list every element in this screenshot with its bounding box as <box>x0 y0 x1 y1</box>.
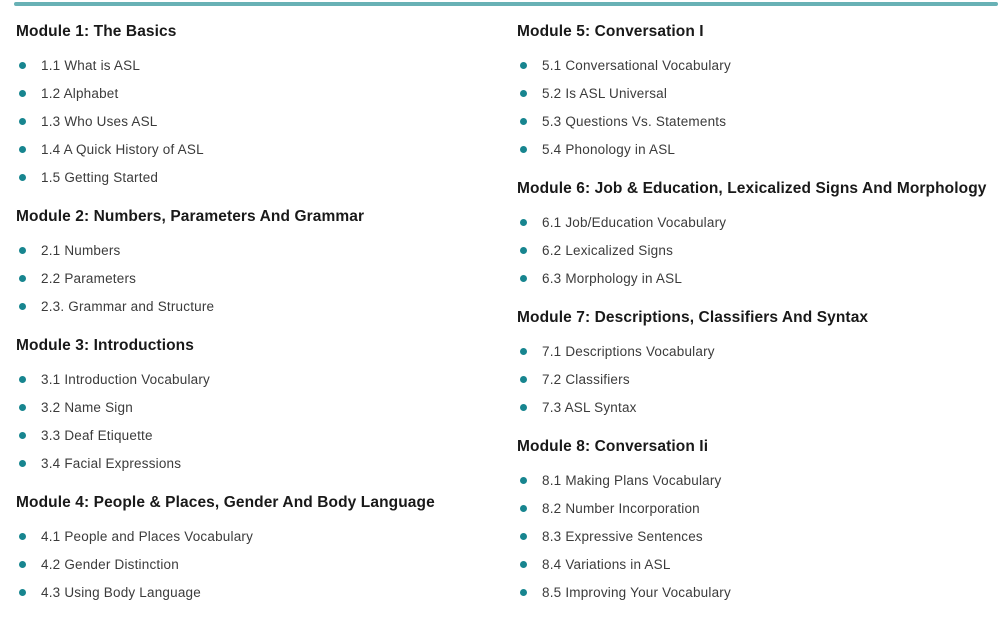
curriculum-column-left <box>16 6 487 606</box>
lesson-label: 1.2 Alphabet <box>41 85 119 101</box>
module-7 <box>517 308 988 421</box>
bullet-icon <box>520 376 527 383</box>
lesson-item <box>517 466 988 494</box>
lesson-label: 4.2 Gender Distinction <box>41 556 179 572</box>
lesson-item <box>16 264 487 292</box>
bullet-icon <box>19 146 26 153</box>
lesson-label: 5.3 Questions Vs. Statements <box>542 113 727 129</box>
lesson-label: 4.1 People and Places Vocabulary <box>41 528 254 544</box>
bullet-icon <box>520 219 527 226</box>
lesson-label: 1.5 Getting Started <box>41 169 159 185</box>
bullet-icon <box>19 90 26 97</box>
lesson-label: 2.3. Grammar and Structure <box>41 298 215 314</box>
lesson-item <box>16 51 487 79</box>
lesson-label: 7.3 ASL Syntax <box>542 399 637 415</box>
lesson-item <box>16 393 487 421</box>
module-title: Module 6: Job & Education, Lexicalized Signs And Morphology <box>517 180 987 197</box>
bullet-icon <box>520 62 527 69</box>
bullet-icon <box>19 460 26 467</box>
lesson-list <box>16 51 487 191</box>
lesson-label: 8.3 Expressive Sentences <box>542 528 703 544</box>
lesson-label: 5.1 Conversational Vocabulary <box>542 57 731 73</box>
bullet-icon <box>19 62 26 69</box>
module-1 <box>16 22 487 191</box>
lesson-item <box>16 79 487 107</box>
lesson-label: 7.2 Classifiers <box>542 371 630 387</box>
bullet-icon <box>520 404 527 411</box>
module-8 <box>517 437 988 606</box>
lesson-label: 5.2 Is ASL Universal <box>542 85 668 101</box>
lesson-label: 8.5 Improving Your Vocabulary <box>542 584 731 600</box>
lesson-item <box>517 494 988 522</box>
lesson-item <box>16 578 487 606</box>
lesson-item <box>16 135 487 163</box>
lesson-label: 1.1 What is ASL <box>41 57 141 73</box>
module-title: Module 1: The Basics <box>16 23 177 40</box>
curriculum-column-right <box>517 6 988 606</box>
lesson-list <box>16 236 487 320</box>
module-3 <box>16 336 487 477</box>
lesson-item <box>16 449 487 477</box>
bullet-icon <box>520 90 527 97</box>
bullet-icon <box>520 561 527 568</box>
lesson-label: 3.4 Facial Expressions <box>41 455 182 471</box>
bullet-icon <box>19 118 26 125</box>
lesson-item <box>517 522 988 550</box>
bullet-icon <box>520 275 527 282</box>
bullet-icon <box>19 275 26 282</box>
bullet-icon <box>19 247 26 254</box>
module-6 <box>517 179 988 292</box>
module-title: Module 4: People & Places, Gender And Body Language <box>16 494 435 511</box>
bullet-icon <box>520 146 527 153</box>
lesson-item <box>517 337 988 365</box>
lesson-item <box>16 163 487 191</box>
lesson-item <box>517 264 988 292</box>
bullet-icon <box>520 247 527 254</box>
lesson-item <box>517 135 988 163</box>
module-4 <box>16 493 487 606</box>
lesson-label: 6.2 Lexicalized Signs <box>542 242 674 258</box>
module-title: Module 2: Numbers, Parameters And Grammar <box>16 208 365 225</box>
bullet-icon <box>19 432 26 439</box>
lesson-item <box>517 79 988 107</box>
lesson-label: 3.2 Name Sign <box>41 399 133 415</box>
module-title: Module 7: Descriptions, Classifiers And Syntax <box>517 309 869 326</box>
lesson-item <box>16 365 487 393</box>
lesson-item <box>517 107 988 135</box>
lesson-list <box>517 466 988 606</box>
bullet-icon <box>520 505 527 512</box>
bullet-icon <box>19 404 26 411</box>
lesson-list <box>16 365 487 477</box>
bullet-icon <box>19 174 26 181</box>
lesson-list <box>16 522 487 606</box>
lesson-item <box>517 236 988 264</box>
lesson-label: 2.1 Numbers <box>41 242 121 258</box>
lesson-label: 1.4 A Quick History of ASL <box>41 141 204 157</box>
lesson-item <box>16 236 487 264</box>
module-2 <box>16 207 487 320</box>
lesson-label: 4.3 Using Body Language <box>41 584 201 600</box>
lesson-label: 8.2 Number Incorporation <box>542 500 700 516</box>
lesson-list <box>517 337 988 421</box>
lesson-item <box>517 365 988 393</box>
lesson-label: 8.1 Making Plans Vocabulary <box>542 472 722 488</box>
bullet-icon <box>520 118 527 125</box>
lesson-label: 3.1 Introduction Vocabulary <box>41 371 211 387</box>
bullet-icon <box>520 348 527 355</box>
bullet-icon <box>520 477 527 484</box>
module-5 <box>517 22 988 163</box>
lesson-label: 6.1 Job/Education Vocabulary <box>542 214 727 230</box>
lesson-label: 7.1 Descriptions Vocabulary <box>542 343 715 359</box>
lesson-item <box>16 550 487 578</box>
lesson-item <box>16 107 487 135</box>
lesson-label: 3.3 Deaf Etiquette <box>41 427 153 443</box>
lesson-list <box>517 51 988 163</box>
lesson-item <box>517 393 988 421</box>
lesson-item <box>517 578 988 606</box>
lesson-label: 6.3 Morphology in ASL <box>542 270 683 286</box>
bullet-icon <box>19 561 26 568</box>
lesson-item <box>16 292 487 320</box>
lesson-item <box>16 522 487 550</box>
module-title: Module 3: Introductions <box>16 337 194 354</box>
bullet-icon <box>520 533 527 540</box>
lesson-label: 8.4 Variations in ASL <box>542 556 671 572</box>
module-title: Module 5: Conversation I <box>517 23 704 40</box>
bullet-icon <box>19 303 26 310</box>
lesson-item <box>517 208 988 236</box>
lesson-item <box>517 51 988 79</box>
lesson-list <box>517 208 988 292</box>
bullet-icon <box>19 533 26 540</box>
bullet-icon <box>520 589 527 596</box>
module-title: Module 8: Conversation Ii <box>517 438 709 455</box>
bullet-icon <box>19 376 26 383</box>
lesson-label: 1.3 Who Uses ASL <box>41 113 158 129</box>
lesson-item <box>517 550 988 578</box>
lesson-label: 5.4 Phonology in ASL <box>542 141 676 157</box>
curriculum <box>0 6 1000 606</box>
lesson-item <box>16 421 487 449</box>
lesson-label: 2.2 Parameters <box>41 270 137 286</box>
bullet-icon <box>19 589 26 596</box>
